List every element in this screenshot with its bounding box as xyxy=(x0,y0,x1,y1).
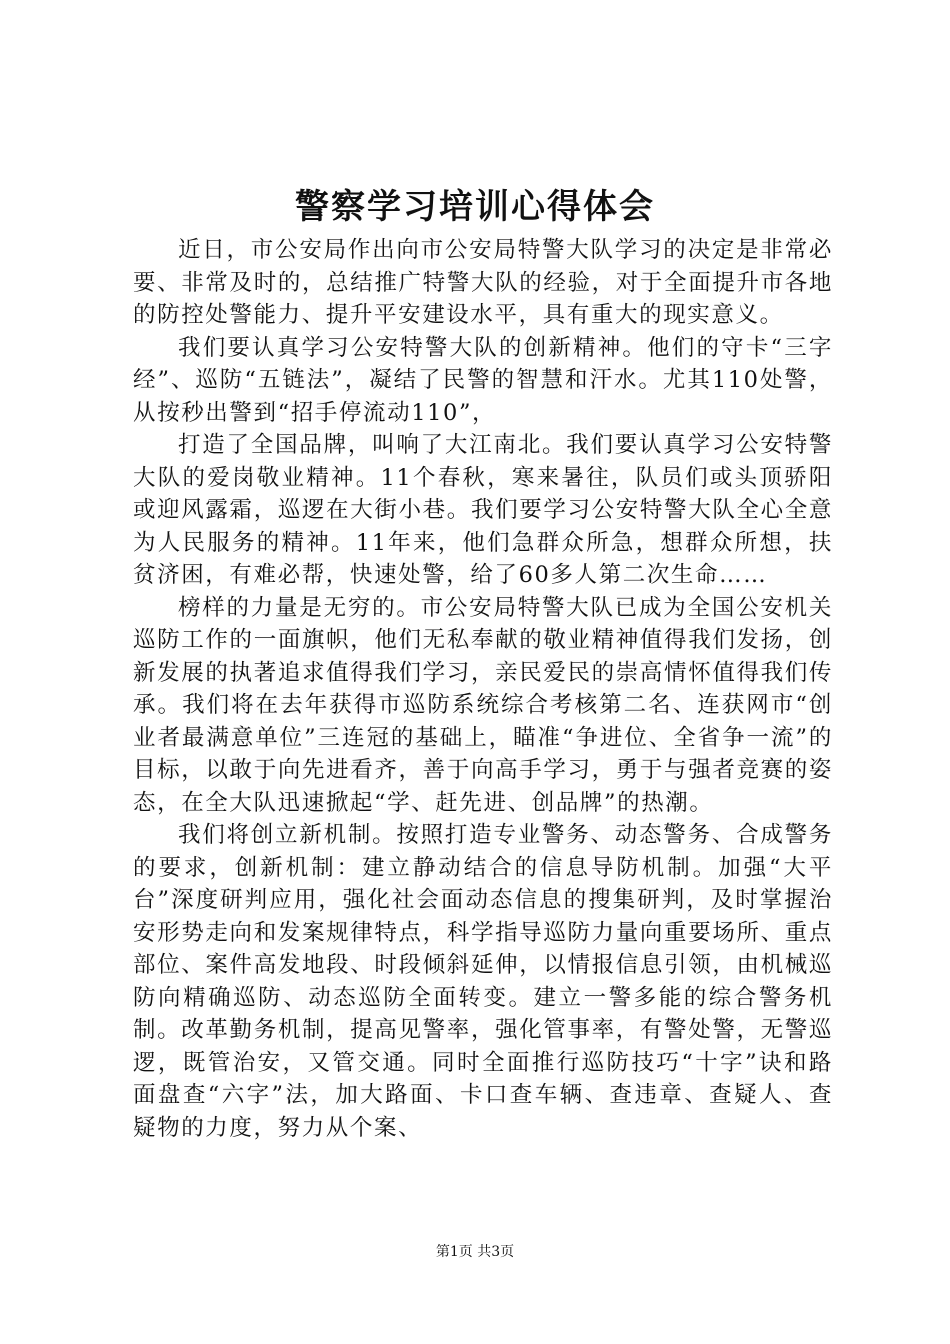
page-number-footer: 第1页 共3页 xyxy=(435,1244,515,1260)
paragraph-5: 我们将创立新机制。按照打造专业警务、动态警务、合成警务的要求，创新机制：建立静动结合的信息导防机制。加强“大平台”深度研判应用，强化社会面动态信息的搜集研判，及时掌握治安形势走向和发案规律特点，科学指导巡防力量向重要场所、重点部位、案件高发地段、时段倾斜延伸，以情报信息引领，由机械巡防向精确巡防、动态巡防全面转变。建立一警多能的综合警务机制。改革勤务机制，提高见警率，强化管事率，有警处警，无警巡逻，既管治安，又管交通。同时全面推行巡防技巧“十字”诀和路面盘查“六字”法，加大路面、卡口查车辆、查违章、查疑人、查疑物的力度，努力从个案、 xyxy=(133,822,833,1141)
paragraph-4: 榜样的力量是无穷的。市公安局特警大队已成为全国公安机关巡防工作的一面旗帜，他们无私奉献的敬业精神值得我们发扬，创新发展的执著追求值得我们学习，亲民爱民的崇高情怀值得我们传承。我们将在去年获得市巡防系统综合考核第二名、连获网市“创业者最满意单位”三连冠的基础上，瞄准“争进位、全省争一流”的目标，以敢于向先进看齐，善于向高手学习，勇于与强者竞赛的姿态，在全大队迅速掀起“学、赶先进、创品牌”的热潮。 xyxy=(133,594,833,816)
paragraph-2: 我们要认真学习公安特警大队的创新精神。他们的守卡“三字经”、巡防“五链法”，凝结了民警的智慧和汗水。尤其110处警，从按秒出警到“招手停流动110”， xyxy=(133,334,833,426)
document-title: 警察学习培训心得体会 xyxy=(295,187,655,227)
paragraph-3: 打造了全国品牌，叫响了大江南北。我们要认真学习公安特警大队的爱岗敬业精神。11个春秋，寒来暑往，队员们或头顶骄阳或迎风露霜，巡逻在大街小巷。我们要学习公安特警大队全心全意为人民服务的精神。11年来，他们急群众所急，想群众所想，扶贫济困，有难必帮，快速处警，给了60多人第二次生命…… xyxy=(133,432,833,588)
document-body xyxy=(133,234,833,1144)
paragraph-1: 近日，市公安局作出向市公安局特警大队学习的决定是非常必要、非常及时的，总结推广特警大队的经验，对于全面提升市各地的防控处警能力、提升平安建设水平，具有重大的现实意义。 xyxy=(133,237,833,328)
